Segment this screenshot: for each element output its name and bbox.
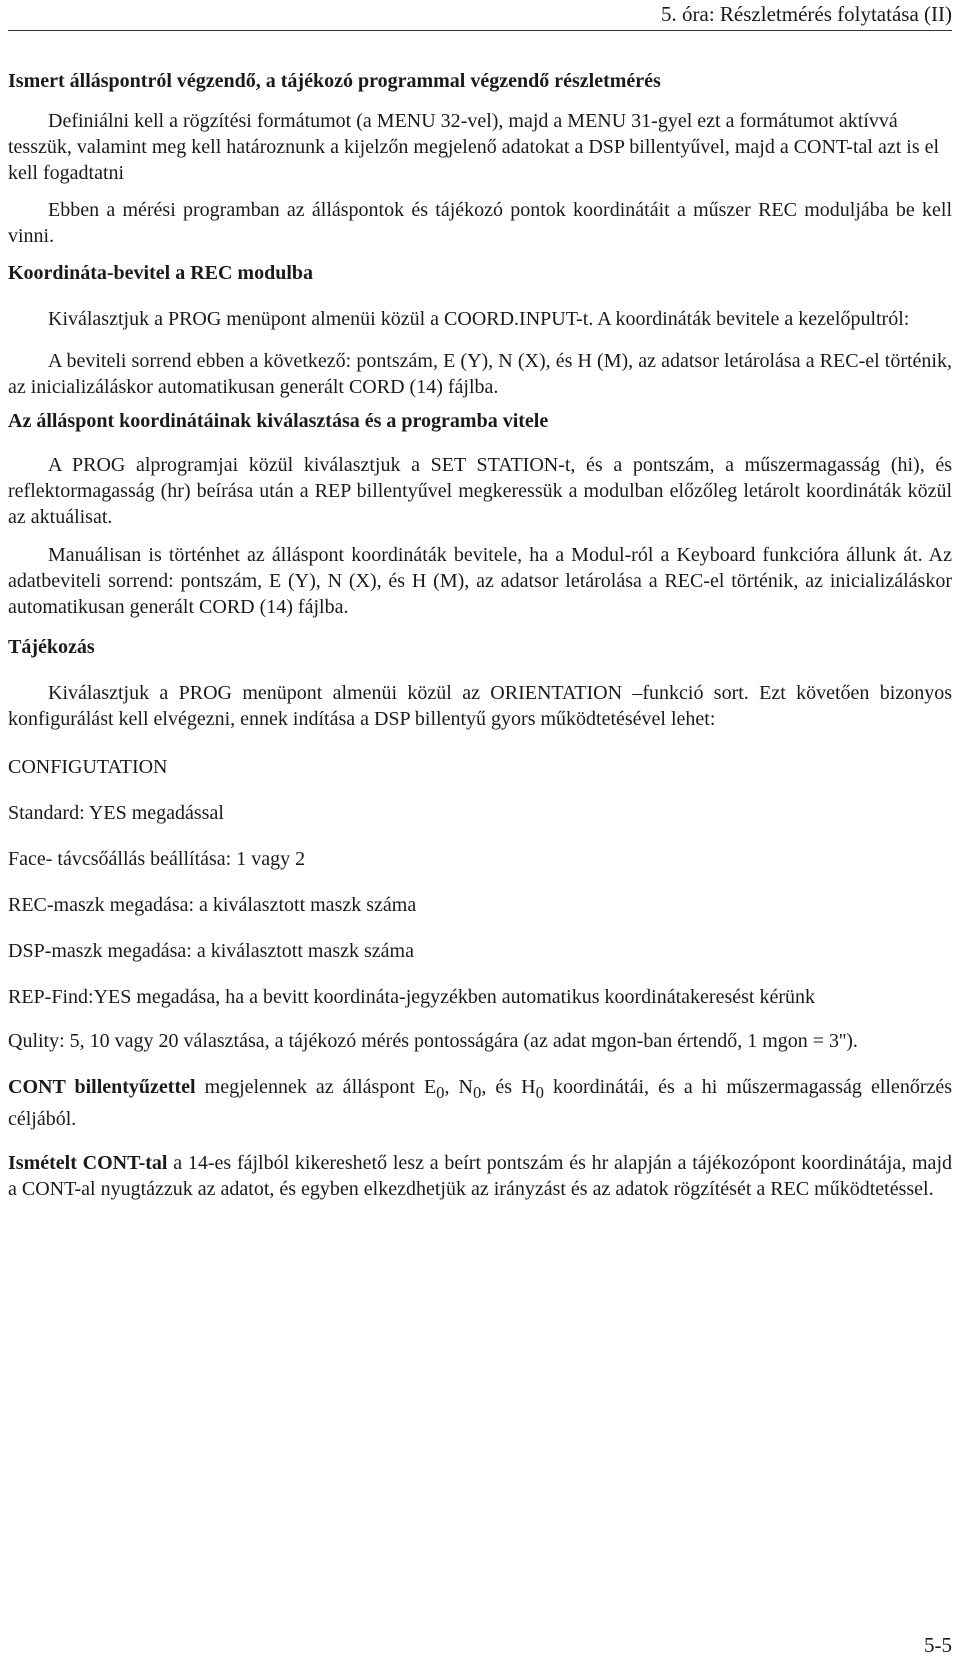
section-heading-orientation: Tájékozás [8, 636, 95, 658]
paragraph-rec-module: Ebben a mérési programban az álláspontok és tájékozó pontok koordinátáit a műszer REC moduljába be kell vinni. [8, 199, 952, 247]
page-content [8, 68, 952, 1202]
section-heading-measurement: Ismert álláspontról végzendő, a tájékozó programmal végzendő részletmérés [8, 70, 661, 92]
page-number: 5-5 [924, 1633, 952, 1657]
paragraph-set-station: A PROG alprogramjai közül kiválasztjuk a SET STATION-t, és a pontszám, a műszermagasság (hi), és reflektormagasság (hr) beírása után a REP billentyűvel megkeressük a modulban előzőleg letárolt koordináták közül az aktuálisat. [8, 454, 952, 528]
paragraph-format-definition: Definiálni kell a rögzítési formátumot (a MENU 32-vel), majd a MENU 31-gyel ezt a formátumot aktívvá tesszük, valamint meg kell határoznunk a kijelzőn megjelenő adatokat a DSP billentyűvel, majd a CONT-tal azt is el kell fogadtatni [8, 110, 940, 184]
paragraph-repeat-cont: Ismételt CONT-tal a 14-es fájlból kikereshető lesz a beírt pontszám és hr alapján a tájékozópont koordinátája, majd a CONT-al nyugtázzuk az adatot, és egyben elkezdhetjük az irányzást és az adatok rögzítését a REC működtetéssel. [8, 1152, 952, 1200]
section-heading-station-selection: Az álláspont koordinátáinak kiválasztása és a programba vitele [8, 410, 549, 432]
cont-bold-label: CONT billentyűzettel [8, 1076, 196, 1098]
config-item: REC-maszk megadása: a kiválasztott maszk száma [8, 894, 417, 916]
config-item: CONFIGUTATION [8, 756, 168, 778]
section-heading-coordinate-input: Koordináta-bevitel a REC modulba [8, 262, 314, 284]
paragraph-coord-input: Kiválasztjuk a PROG menüpont almenüi közül a COORD.INPUT-t. A koordináták bevitele a kezelőpultról: [48, 308, 910, 330]
paragraph-manual-input: Manuálisan is történhet az álláspont koordináták bevitele, ha a Modul-ról a Keyboard funkcióra állunk át. Az adatbeviteli sorrend: pontszám, E (Y), N (X), és H (M), az adatsor letárolása a REC-el történik, az inicializáláskor automatikusan generált CORD (14) fájlba. [8, 544, 952, 618]
paragraph-orientation: Kiválasztjuk a PROG menüpont almenüi közül az ORIENTATION –funkció sort. Ezt követően bizonyos konfigurálást kell elvégezni, ennek indítása a DSP billentyű gyors működtetésével lehet: [8, 682, 952, 730]
config-item: DSP-maszk megadása: a kiválasztott maszk száma [8, 940, 414, 962]
config-item: Standard: YES megadással [8, 802, 224, 824]
paragraph-cont-keyboard: CONT billentyűzettel megjelennek az álláspont $E_0$, $N_0$, és $H_0$ koordinátái, és a hi műszermagasság ellenőrzés céljából. [8, 1076, 953, 1130]
config-item: Qulity: 5, 10 vagy 20 választása, a tájékozó mérés pontosságára (az adat mgon-ban értendő, 1 mgon = 3''). [8, 1030, 858, 1052]
header-divider [8, 30, 952, 31]
repeat-bold-label: Ismételt CONT-tal [8, 1152, 168, 1174]
header-title: 5. óra: Részletmérés folytatása (II) [661, 2, 952, 26]
config-item: Face- távcsőállás beállítása: 1 vagy 2 [8, 848, 306, 870]
config-item: REP-Find:YES megadása, ha a bevitt koordináta-jegyzékben automatikus koordinátakeresést kérünk [8, 986, 816, 1008]
paragraph-input-order: A beviteli sorrend ebben a következő: pontszám, E (Y), N (X), és H (M), az adatsor letárolása a REC-el történik, az inicializáláskor automatikusan generált CORD (14) fájlba. [8, 350, 952, 398]
